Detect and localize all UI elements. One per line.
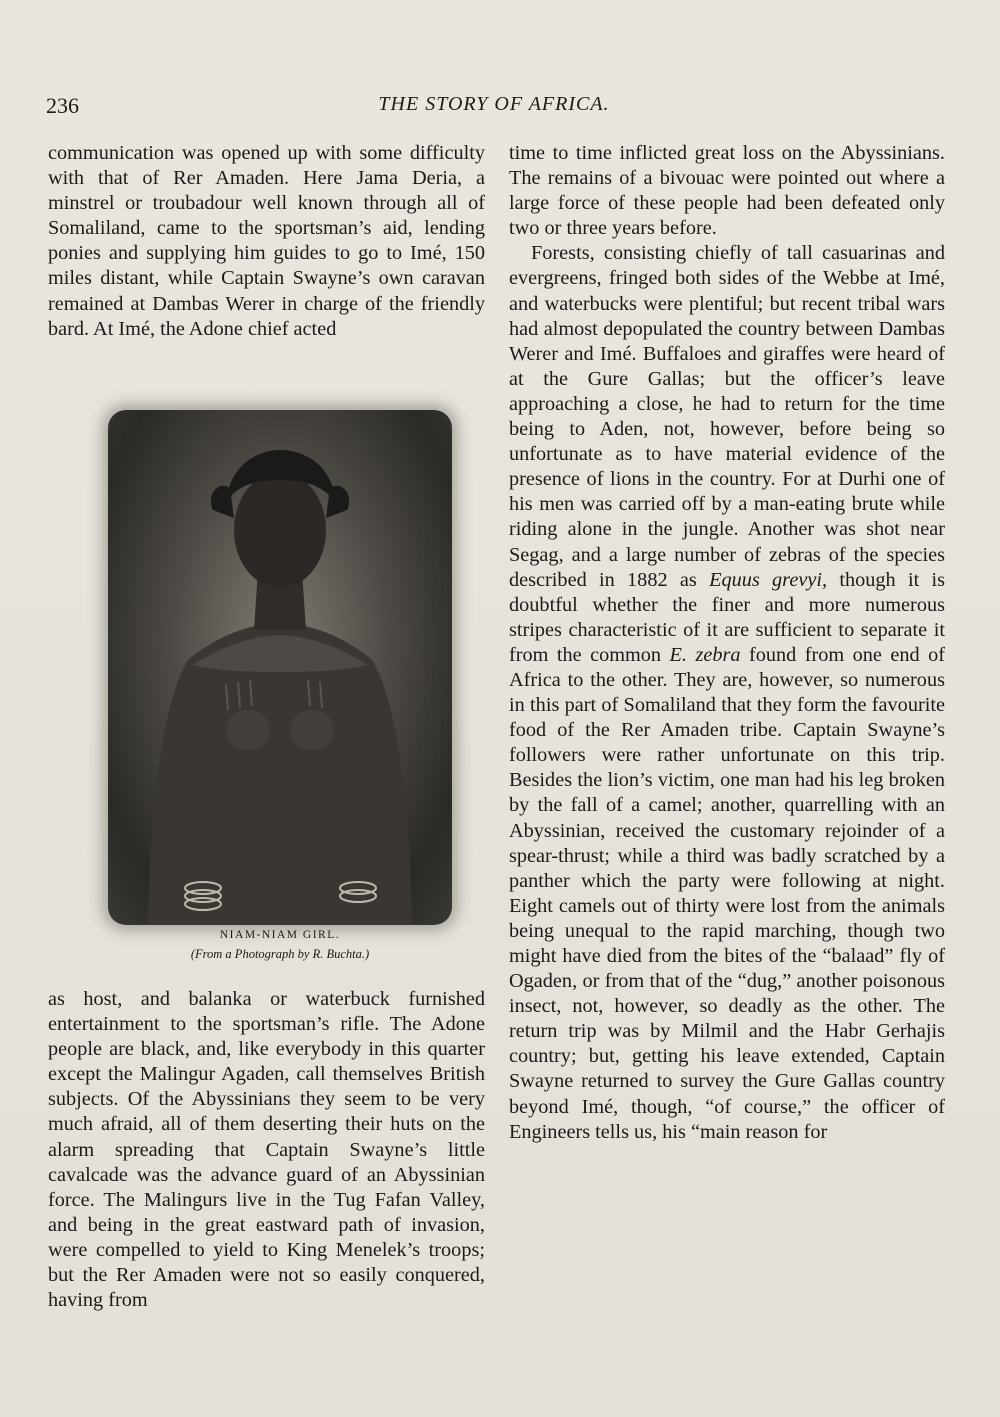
portrait-illustration xyxy=(108,410,452,925)
paragraph: as host, and balanka or waterbuck furnished entertainment to the sportsman’s rifle. The Adone people are black, and, like everybody in this quarter except the Malingur Agaden, call themselves British subjects. Of the Abyssinians they seem to be very much afraid, all of them deserting their huts on the alarm spreading that Captain Swayne’s little cavalcade was the advance guard of an Abyssinian force. The Malingurs live in the Tug Fafan Valley, and being in the great eastward path of invasion, were compelled to yield to King Menelek’s troops; but the Rer Amaden were not so easily conquered, having from xyxy=(48,988,485,1312)
running-title: THE STORY OF AFRICA. xyxy=(378,93,610,115)
paragraph xyxy=(509,241,945,1144)
right-column xyxy=(509,141,945,1145)
paragraph: communication was opened up with some difficulty with that of Rer Amaden. Here Jama Deria, a minstrel or troubadour well known through all of Somaliland, came to the sportsman’s aid, lending ponies and supplying him guides to go to Imé, 150 miles distant, while Captain Swayne’s own caravan remained at Dambas Werer in charge of the friendly bard. At Imé, the Adone chief acted xyxy=(48,142,485,340)
figure-credit: (From a Photograph by R. Buchta.) xyxy=(190,947,370,961)
left-column-bottom xyxy=(48,987,485,1313)
species-name: Equus grevyi, xyxy=(709,568,828,591)
left-column-top xyxy=(48,141,485,342)
page-header xyxy=(46,93,942,123)
photo-niam-niam-girl xyxy=(108,410,452,925)
figure-caption: NIAM-NIAM GIRL. xyxy=(219,929,341,941)
species-name: E. zebra xyxy=(669,643,741,666)
paragraph: time to time inflicted great loss on the Abyssinians. The remains of a bivouac were pointed out where a large force of these people had been defeated only two or three years before. xyxy=(509,142,945,240)
text-run: found from one end of Africa to the other. They are, however, so numerous in this part of Somaliland that they form the favourite food of the Rer Amaden tribe. Captain Swayne’s followers were rather unfortunate on this trip. Besides the lion’s victim, one man had his leg broken by the fall of a camel; another, quarrelling with an Abyssinian, received the customary rejoinder of a spear-thrust; while a third was badly scratched by a panther which the party were following at night. Eight camels out of thirty were lost from the animals being unequal to the rapid marching, though two might have died from the bites of the “balaad” fly of Ogaden, or from that of the “dug,” another poisonous insect, not, however, so deadly as the other. The return trip was by Milmil and the Habr Gerhajis country; but, getting his leave extended, Captain Swayne returned to survey the Gure Gallas country beyond Imé, though, “of course,” the officer of Engineers tells us, his “main reason for xyxy=(509,643,945,1143)
text-run: Forests, consisting chiefly of tall casuarinas and evergreens, fringed both sides of the Webbe at Imé, and waterbucks were plentiful; but recent tribal wars had almost depopulated the country between Dambas Werer and Imé. Buffaloes and giraffes were heard of at the Gure Gallas; but the officer’s leave approaching a close, he had to return for the time being to Aden, not, however, before being so unfortunate as to have material evidence of the presence of lions in the country. For at Durhi one of his men was carried off by a man-eating brute while riding alone in the jungle. Another was shot near Segag, and a large number of zebras of the species described in 1882 as xyxy=(509,242,945,591)
text-run: though it is doubtful whether the finer and more numerous stripes characteristic of it are sufficient to separate it from the common xyxy=(509,568,946,666)
page-number: 236 xyxy=(46,93,79,118)
